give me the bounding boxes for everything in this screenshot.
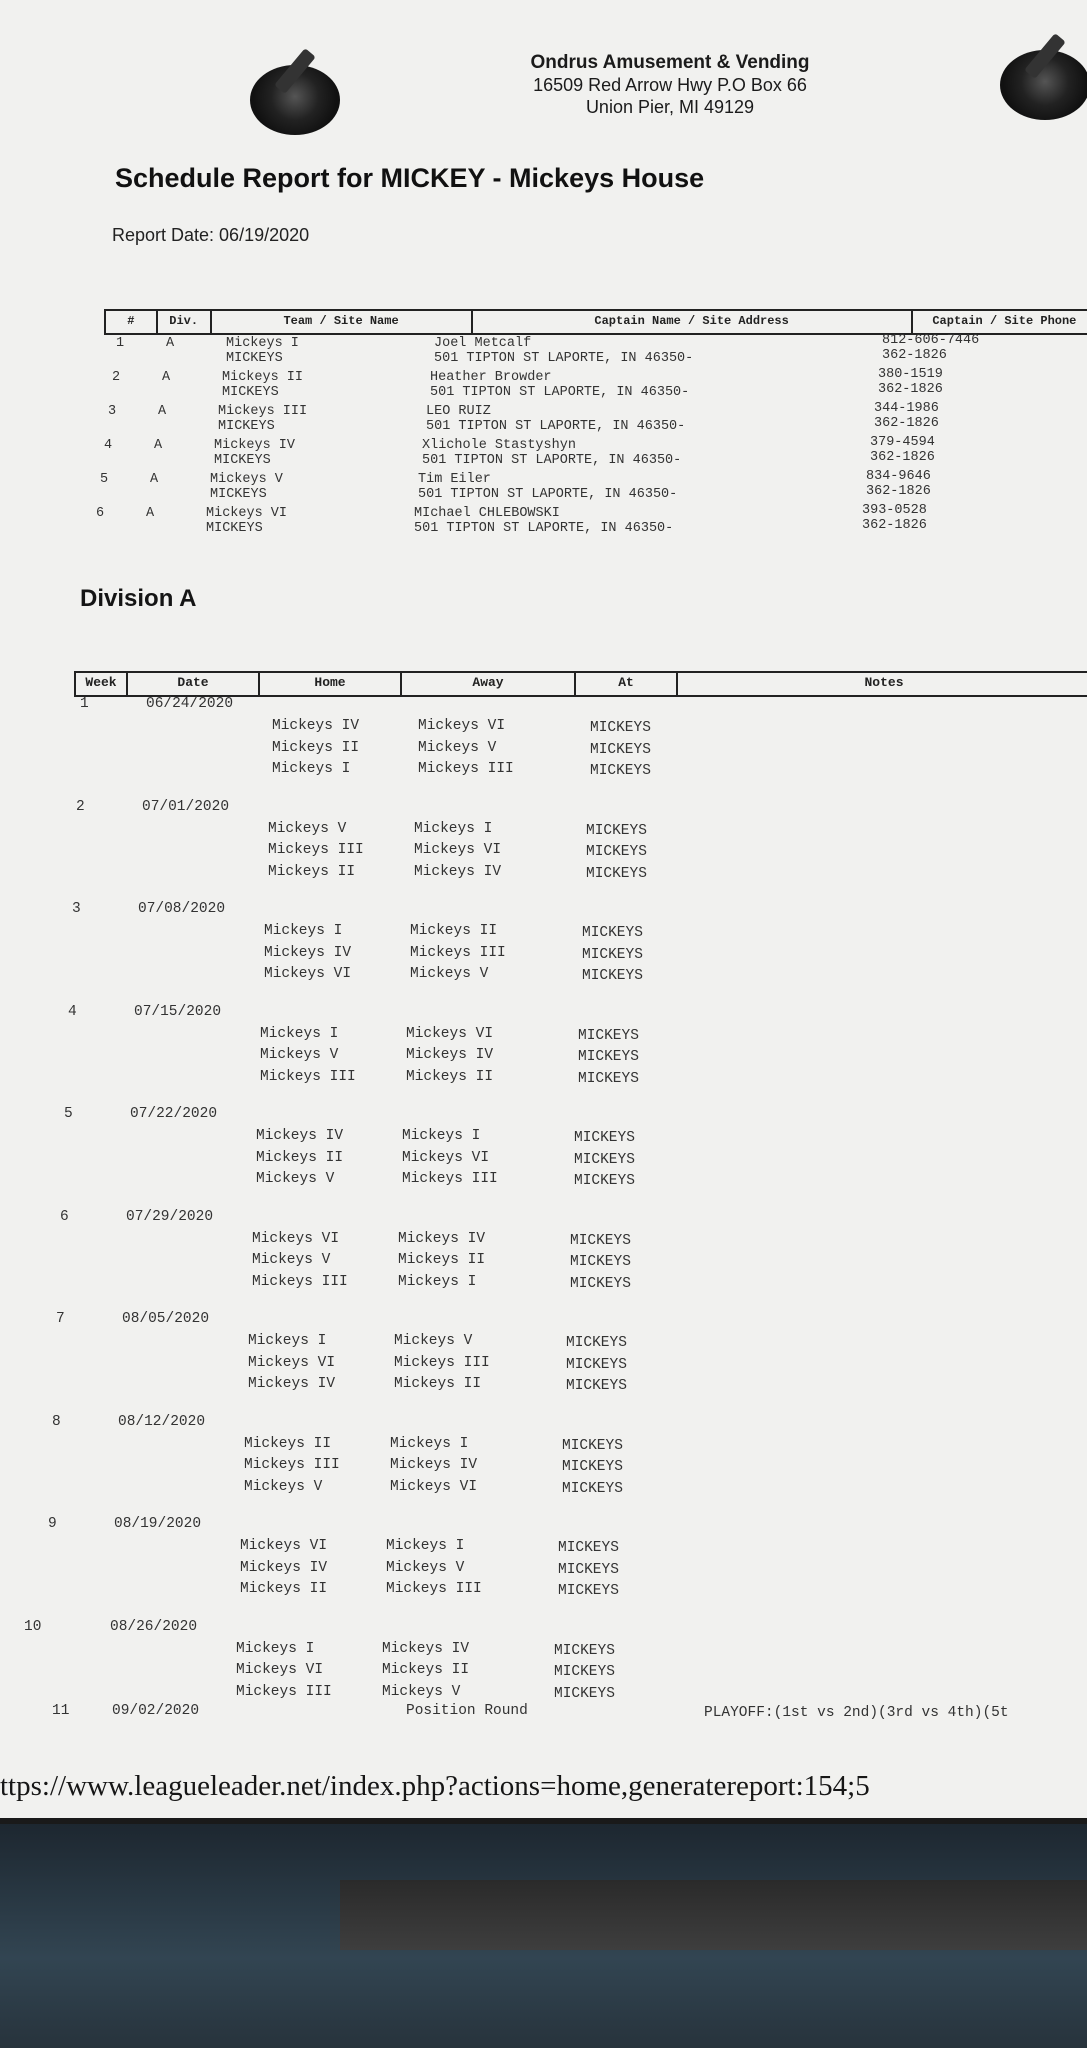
week-date: 08/19/2020 — [114, 1516, 202, 1532]
team-name: Mickeys I — [226, 336, 299, 351]
week-number: 8 — [52, 1413, 61, 1430]
week-number: 4 — [68, 1003, 77, 1020]
team-name: Mickeys V — [210, 472, 283, 487]
site-phone: 362-1826 — [882, 348, 947, 363]
captain-name: LEO RUIZ — [426, 404, 491, 419]
home-team: Mickeys IV — [256, 1128, 344, 1144]
team-number: 1 — [116, 336, 125, 351]
report-date: Report Date: 06/19/2020 — [112, 225, 310, 245]
home-team: Mickeys IV — [248, 1376, 336, 1392]
home-team: Mickeys I — [236, 1640, 315, 1657]
table-row — [104, 333, 1087, 370]
game-location: MICKEYS — [578, 1070, 639, 1087]
captain-phone: 393-0528 — [862, 503, 927, 518]
col-num: # — [106, 311, 158, 333]
away-team: Mickeys II — [398, 1252, 486, 1268]
game-location: MICKEYS — [554, 1642, 615, 1659]
game-location: MICKEYS — [566, 1378, 627, 1394]
team-division: A — [146, 506, 155, 521]
site-phone: 362-1826 — [866, 484, 931, 499]
week-date: 06/24/2020 — [146, 696, 234, 712]
week-number: 11 — [52, 1703, 70, 1719]
site-address: 501 TIPTON ST LAPORTE, IN 46350- — [418, 487, 678, 502]
away-team: Mickeys III — [418, 761, 514, 777]
game-location: MICKEYS — [570, 1254, 631, 1270]
week-number: 3 — [72, 901, 81, 917]
week-date: 07/29/2020 — [126, 1208, 214, 1225]
teams-table-header — [104, 309, 1087, 335]
game-location: MICKEYS — [570, 1275, 631, 1292]
division-title: Division A — [80, 585, 197, 612]
game-location: MICKEYS — [554, 1664, 615, 1680]
game-location: MICKEYS — [582, 925, 643, 941]
team-division: A — [158, 404, 167, 419]
home-team: Mickeys V — [256, 1171, 335, 1187]
home-team: Mickeys VI — [264, 966, 352, 982]
footer-url: ttps://www.leagueleader.net/index.php?actions=home,generatereport:154;5 — [0, 1770, 870, 1802]
week-number: 9 — [48, 1516, 57, 1532]
away-team: Mickeys III — [410, 944, 506, 961]
table-row — [96, 401, 1086, 438]
away-team: Mickeys IV — [382, 1640, 470, 1657]
week-date: 07/22/2020 — [130, 1106, 218, 1122]
game-location: MICKEYS — [558, 1583, 619, 1599]
team-division: A — [154, 438, 163, 453]
captain-name: Joel Metcalf — [434, 336, 532, 351]
col-home: Home — [260, 673, 402, 695]
col-date: Date — [128, 673, 260, 695]
away-team: Mickeys IV — [390, 1457, 478, 1473]
game-location: MICKEYS — [574, 1130, 635, 1146]
team-division: A — [162, 370, 171, 385]
home-team: Mickeys III — [236, 1683, 332, 1700]
home-team: Mickeys IV — [240, 1559, 328, 1576]
game-location: MICKEYS — [574, 1173, 635, 1189]
away-team: Mickeys IV — [406, 1047, 494, 1063]
home-team: Mickeys V — [252, 1252, 331, 1268]
site-address: 501 TIPTON ST LAPORTE, IN 46350- — [414, 521, 674, 536]
home-team: Mickeys II — [268, 863, 356, 880]
home-team: Mickeys III — [244, 1457, 340, 1473]
away-team: Mickeys III — [394, 1354, 490, 1371]
away-team: Mickeys VI — [402, 1149, 490, 1166]
week-date: 07/01/2020 — [142, 798, 230, 815]
away-team: Mickeys I — [414, 820, 493, 837]
team-name: Mickeys IV — [214, 438, 296, 453]
home-team: Mickeys III — [252, 1273, 348, 1290]
away-team: Mickeys IV — [414, 863, 502, 880]
schedule-table-header — [74, 671, 1087, 697]
captain-name: Heather Browder — [430, 370, 552, 385]
game-location: MICKEYS — [554, 1685, 615, 1702]
home-team: Mickeys I — [272, 761, 351, 777]
team-number: 2 — [112, 370, 121, 385]
col-phone: Captain / Site Phone — [932, 314, 1077, 328]
team-site: MICKEYS — [218, 419, 275, 434]
away-team: Mickeys II — [382, 1662, 470, 1678]
week-number: 6 — [60, 1208, 69, 1225]
home-team: Mickeys I — [260, 1025, 339, 1042]
home-team: Mickeys V — [260, 1047, 339, 1063]
captain-name: Tim Eiler — [418, 472, 491, 487]
game-location: MICKEYS — [578, 1027, 639, 1044]
away-team: Position Round — [406, 1703, 528, 1719]
week-date: 09/02/2020 — [112, 1703, 200, 1719]
captain-phone: 344-1986 — [874, 401, 939, 416]
team-number: 4 — [104, 438, 113, 453]
game-location: MICKEYS — [590, 720, 651, 736]
week-date: 07/08/2020 — [138, 901, 226, 917]
site-address: 501 TIPTON ST LAPORTE, IN 46350- — [434, 351, 694, 366]
game-location: MICKEYS — [582, 968, 643, 984]
game-location: MICKEYS — [562, 1480, 623, 1497]
report-title: Schedule Report for MICKEY - Mickeys House — [115, 163, 705, 193]
team-site: MICKEYS — [210, 487, 267, 502]
col-at: At — [576, 673, 678, 695]
site-phone: 362-1826 — [862, 518, 927, 533]
captain-phone: 380-1519 — [878, 367, 943, 382]
home-team: Mickeys VI — [252, 1230, 340, 1247]
col-notes: Notes — [864, 675, 904, 690]
week-date: 08/12/2020 — [118, 1413, 206, 1430]
home-team: Mickeys III — [268, 842, 364, 858]
teams-table — [96, 333, 1087, 540]
away-team: Mickeys II — [394, 1376, 482, 1392]
game-location: MICKEYS — [558, 1561, 619, 1578]
game-location: MICKEYS — [558, 1540, 619, 1556]
week-number: 1 — [80, 696, 89, 712]
home-team: Mickeys II — [272, 739, 360, 756]
away-team: Mickeys V — [418, 739, 497, 756]
team-division: A — [150, 472, 159, 487]
home-team: Mickeys V — [244, 1478, 323, 1495]
team-division: A — [166, 336, 175, 351]
site-address: 501 TIPTON ST LAPORTE, IN 46350- — [430, 385, 690, 400]
week-date: 08/26/2020 — [110, 1618, 198, 1635]
game-location: MICKEYS — [566, 1356, 627, 1373]
game-location: MICKEYS — [586, 865, 647, 882]
home-team: Mickeys IV — [264, 944, 352, 961]
away-team: Mickeys V — [410, 966, 489, 982]
home-team: Mickeys VI — [240, 1538, 328, 1554]
dart-logo-icon — [250, 65, 340, 135]
away-team: Mickeys III — [402, 1171, 498, 1187]
game-location: MICKEYS — [566, 1335, 627, 1351]
game-location: MICKEYS — [570, 1232, 631, 1249]
captain-name: Xlichole Stastyshyn — [422, 438, 576, 453]
home-team: Mickeys I — [264, 923, 343, 939]
team-name: Mickeys VI — [206, 506, 288, 521]
week-number: 10 — [24, 1618, 42, 1635]
away-team: Mickeys V — [382, 1683, 461, 1700]
captain-name: MIchael CHLEBOWSKI — [414, 506, 560, 521]
team-name: Mickeys III — [218, 404, 308, 419]
col-team: Team / Site Name — [212, 311, 473, 333]
col-div: Div. — [158, 311, 212, 333]
home-team: Mickeys V — [268, 820, 347, 837]
away-team: Mickeys II — [410, 923, 498, 939]
site-address: 501 TIPTON ST LAPORTE, IN 46350- — [422, 453, 682, 468]
team-number: 5 — [100, 472, 109, 487]
site-phone: 362-1826 — [870, 450, 935, 465]
away-team: Mickeys I — [386, 1538, 465, 1554]
home-team: Mickeys IV — [272, 718, 360, 734]
game-location: MICKEYS — [562, 1459, 623, 1475]
team-site: MICKEYS — [206, 521, 263, 536]
game-location: MICKEYS — [582, 946, 643, 963]
away-team: Mickeys I — [398, 1273, 477, 1290]
company-header — [460, 52, 880, 118]
team-site: MICKEYS — [214, 453, 271, 468]
game-location: MICKEYS — [590, 741, 651, 758]
away-team: Mickeys IV — [398, 1230, 486, 1247]
playoff-notes: PLAYOFF:(1st vs 2nd)(3rd vs 4th)(5t — [704, 1705, 1009, 1721]
home-team: Mickeys VI — [248, 1354, 336, 1371]
week-number: 2 — [76, 798, 85, 815]
home-team: Mickeys II — [244, 1435, 332, 1452]
game-location: MICKEYS — [586, 844, 647, 860]
home-team: Mickeys I — [248, 1333, 327, 1349]
home-team: Mickeys II — [240, 1581, 328, 1597]
away-team: Mickeys VI — [390, 1478, 478, 1495]
team-name: Mickeys II — [222, 370, 304, 385]
away-team: Mickeys VI — [406, 1025, 494, 1042]
table-row — [92, 435, 1082, 472]
game-location: MICKEYS — [562, 1437, 623, 1454]
away-team: Mickeys V — [394, 1333, 473, 1349]
company-name: Ondrus Amusement & Vending — [530, 52, 810, 73]
captain-phone: 379-4594 — [870, 435, 935, 450]
away-team: Mickeys VI — [418, 718, 506, 734]
company-address-line1: 16509 Red Arrow Hwy P.O Box 66 — [533, 75, 807, 95]
team-number: 3 — [108, 404, 117, 419]
team-number: 6 — [96, 506, 105, 521]
away-team: Mickeys III — [386, 1581, 482, 1597]
col-captain: Captain Name / Site Address — [473, 311, 913, 333]
col-away: Away — [402, 673, 576, 695]
week-date: 08/05/2020 — [122, 1311, 210, 1327]
away-team: Mickeys I — [402, 1128, 481, 1144]
col-week: Week — [76, 673, 128, 695]
week-number: 7 — [56, 1311, 65, 1327]
week-date: 07/15/2020 — [134, 1003, 222, 1020]
away-team: Mickeys II — [406, 1068, 494, 1085]
site-address: 501 TIPTON ST LAPORTE, IN 46350- — [426, 419, 686, 434]
company-address-line2: Union Pier, MI 49129 — [585, 97, 755, 117]
table-row — [88, 469, 1078, 506]
table-row — [100, 367, 1087, 404]
game-location: MICKEYS — [590, 763, 651, 779]
site-phone: 362-1826 — [874, 416, 939, 431]
captain-phone: 812-606-7446 — [882, 333, 980, 348]
dart-logo-icon — [1000, 50, 1087, 120]
team-site: MICKEYS — [226, 351, 283, 366]
team-site: MICKEYS — [222, 385, 279, 400]
table-row — [84, 503, 1074, 540]
game-location: MICKEYS — [578, 1049, 639, 1065]
away-team: Mickeys V — [386, 1559, 465, 1576]
away-team: Mickeys VI — [414, 842, 502, 858]
site-phone: 362-1826 — [878, 382, 943, 397]
away-team: Mickeys I — [390, 1435, 469, 1452]
home-team: Mickeys III — [260, 1068, 356, 1085]
game-location: MICKEYS — [574, 1151, 635, 1168]
game-location: MICKEYS — [586, 822, 647, 839]
home-team: Mickeys VI — [236, 1662, 324, 1678]
background-ledge — [340, 1880, 1087, 1950]
captain-phone: 834-9646 — [866, 469, 931, 484]
week-number: 5 — [64, 1106, 73, 1122]
home-team: Mickeys II — [256, 1149, 344, 1166]
